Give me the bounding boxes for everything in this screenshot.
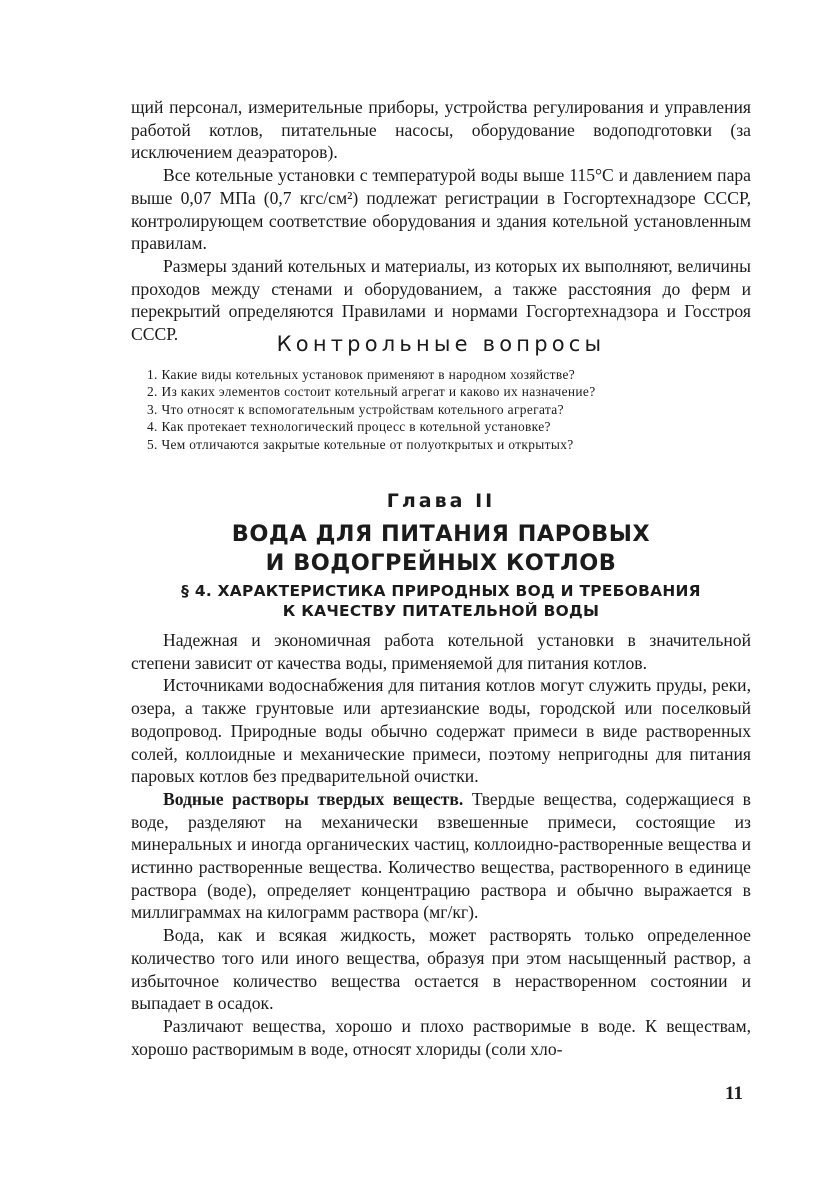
section-heading bbox=[131, 581, 751, 621]
question-item: 2. Из каких элементов состоит котельный агрегат и каково их назначение? bbox=[147, 384, 596, 400]
body-paragraph-1: Надежная и экономичная работа котельной установки в значительной степени зависит от качества воды, применяемой для питания котлов. bbox=[131, 630, 751, 673]
chapter-heading bbox=[131, 490, 751, 578]
body-paragraph-5: Различают вещества, хорошо и плохо растворимые в воде. К веществам, хорошо растворимым в воде, относят хлориды (соли хло- bbox=[131, 1015, 751, 1059]
chapter-title-line-2: И ВОДОГРЕЙНЫХ КОТЛОВ bbox=[265, 550, 617, 576]
intro-block bbox=[131, 96, 751, 346]
page-number: 11 bbox=[725, 1083, 743, 1104]
question-item: 5. Чем отличаются закрытые котельные от полуоткрытых и открытых? bbox=[147, 436, 574, 452]
section-title-line-2: К КАЧЕСТВУ ПИТАТЕЛЬНОЙ ВОДЫ bbox=[282, 602, 600, 620]
body-paragraph-4: Вода, как и всякая жидкость, может растворять только определенное количество того или иного вещества, образуя при этом насыщенный раствор, а избыточное количество вещества остается в нерастворенном состоянии и выпадает в осадок. bbox=[131, 925, 751, 1014]
questions-list bbox=[131, 366, 751, 453]
section-title-line-1: § 4. ХАРАКТЕРИСТИКА ПРИРОДНЫХ ВОД И ТРЕБОВАНИЯ bbox=[181, 582, 701, 600]
body-paragraph-2: Источниками водоснабжения для питания котлов могут служить пруды, реки, озера, а также грунтовые или артезианские воды, городской или поселковый водопровод. Природные воды обычно содержат примеси в виде растворенных солей, коллоидные и механические примеси, поэтому непригодны для питания паровых котлов без предварительной очистки. bbox=[131, 675, 751, 787]
control-questions bbox=[131, 332, 751, 453]
intro-paragraph-2: Все котельные установки с температурой воды выше 115°С и давлением пара выше 0,07 МПа (0,7 кгс/см²) подлежат регистрации в Госгортехнадзоре СССР, контролирующем соответствие оборудования и здания котельной установленным правилам. bbox=[131, 165, 751, 254]
paragraph-runin-heading: Водные растворы твердых веществ. bbox=[163, 788, 464, 809]
intro-paragraph-1: щий персонал, измерительные приборы, устройства регулирования и управления работой котлов, питательные насосы, оборудование водоподготовки (за исключением деаэраторов). bbox=[131, 97, 751, 163]
control-questions-title: Контрольные вопросы bbox=[276, 332, 606, 356]
question-item: 1. Какие виды котельных установок применяют в народном хозяйстве? bbox=[147, 367, 576, 382]
question-item: 4. Как протекает технологический процесс в котельной установке? bbox=[147, 419, 551, 435]
body-paragraph-3 bbox=[131, 788, 751, 924]
chapter-title-line-1: ВОДА ДЛЯ ПИТАНИЯ ПАРОВЫХ bbox=[231, 521, 651, 547]
chapter-label: Глава II bbox=[386, 490, 496, 512]
question-item: 3. Что относят к вспомогательным устройствам котельного агрегата? bbox=[147, 401, 564, 417]
section-body bbox=[131, 629, 751, 1060]
intro-paragraph-3: Размеры зданий котельных и материалы, из которых их выполняют, величины проходов между стенами и оборудованием, а также расстояния до ферм и перекрытий определяются Правилами и нормами Госгортехнадзора и Госстроя СССР. bbox=[131, 255, 751, 345]
paragraph-text: Твердые вещества, содержащиеся в воде, разделяют на механически взвешенные примеси, состоящие из минеральных и иногда органических частиц, коллоидно-растворенные вещества и истинно растворенные вещества. Количество вещества, растворенного в единице раствора (воде), определяет концентрацию раствора и обычно выражается в миллиграммах на килограмм раствора (мг/кг). bbox=[131, 788, 751, 923]
